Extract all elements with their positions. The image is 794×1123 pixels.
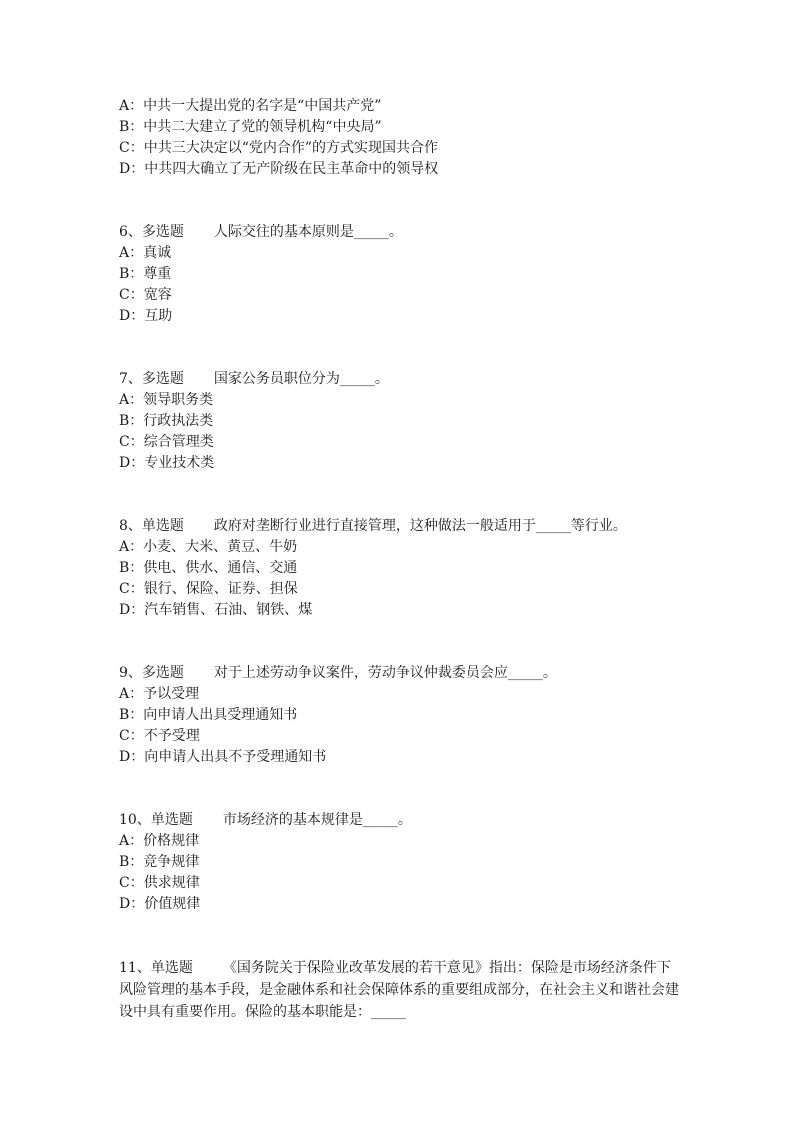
option-b: B：行政执法类 [119,413,214,429]
option-c: C：银行、保险、证券、担保 [119,581,298,597]
question-7 [119,369,679,474]
question-type: 单选题 [150,960,193,976]
option-b: B：向申请人出具受理通知书 [119,707,298,723]
question-9-header [119,663,679,684]
option-b: B：竞争规律 [119,854,200,870]
option-c: C：供求规律 [119,875,200,891]
option-d: D：汽车销售、石油、钢铁、煤 [119,602,313,618]
question-text: 政府对垄断行业进行直接管理，这种做法一般适用于_____等行业。 [213,518,627,534]
option-c: C：综合管理类 [119,434,214,450]
option-b: B：供电、供水、通信、交通 [119,560,298,576]
question-type: 多选题 [141,224,184,240]
option-c: C：中共三大决定以“党内合作”的方式实现国共合作 [119,140,439,156]
question-text: 人际交往的基本原则是_____。 [213,224,403,240]
question-6 [119,222,679,327]
option-d: D：向申请人出具不予受理通知书 [119,749,327,765]
question-7-header [119,369,679,390]
question-number: 8、 [119,518,142,534]
option-c: C：宽容 [119,287,172,303]
question-number: 9、 [119,665,142,681]
question-type: 多选题 [141,665,184,681]
option-a: A：领导职务类 [119,392,214,408]
option-a: A：真诚 [119,245,172,261]
question-number: 6、 [119,224,142,240]
question-number: 7、 [119,371,142,387]
question-number: 10、 [119,812,151,828]
question-8 [119,516,679,621]
option-d: D：专业技术类 [119,455,215,471]
question-11-body [119,957,679,1023]
question-6-header [119,222,679,243]
option-a: A：予以受理 [119,686,200,702]
question-8-header [119,516,679,537]
option-d: D：中共四大确立了无产阶级在民主革命中的领导权 [119,161,439,177]
question-text: 对于上述劳动争议案件，劳动争议仲裁委员会应_____。 [213,665,557,681]
option-b: B：中共二大建立了党的领导机构“中央局” [119,119,382,135]
option-a: A：价格规律 [119,833,200,849]
option-b: B：尊重 [119,266,172,282]
question-text: 《国务院关于保险业改革发展的若干意见》指出：保险是市场经济条件下风险管理的基本手段，是金融体系和社会保障体系的重要组成部分，在社会主义和谐社会建设中具有重要作用。保险的基本职能是：_____ [119,960,679,1020]
option-a: A：小麦、大米、黄豆、牛奶 [119,539,298,555]
question-5-options [119,96,679,180]
option-d: D：互助 [119,308,173,324]
question-text: 市场经济的基本规律是_____。 [222,812,412,828]
question-text: 国家公务员职位分为_____。 [213,371,389,387]
question-9 [119,663,679,768]
question-11 [119,957,679,1023]
question-type: 单选题 [150,812,193,828]
question-10-header [119,810,679,831]
question-type: 多选题 [141,371,184,387]
option-c: C：不予受理 [119,728,200,744]
question-type: 单选题 [141,518,184,534]
document-page [119,96,679,1023]
option-a: A：中共一大提出党的名字是“中国共产党” [119,98,382,114]
question-number: 11、 [119,960,151,976]
question-10 [119,810,679,915]
option-d: D：价值规律 [119,896,201,912]
